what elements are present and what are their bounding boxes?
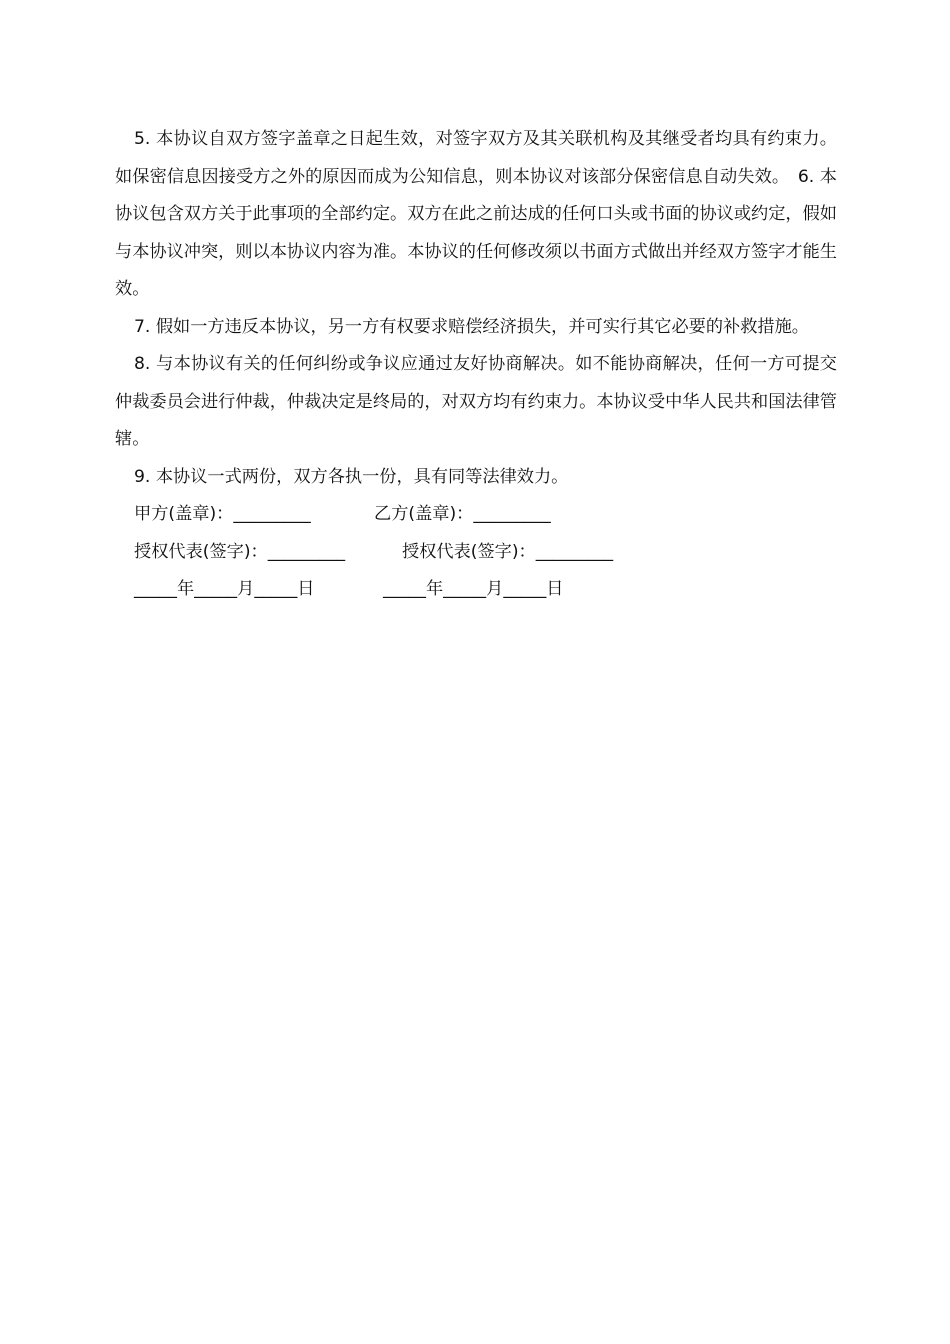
- seal-row: [115, 496, 837, 534]
- party-a-seal-line: 甲方(盖章)：_________: [134, 504, 311, 524]
- clause-9: 9. 本协议一式两份，双方各执一份，具有同等法律效力。: [134, 466, 569, 487]
- agreement-body: [115, 121, 837, 609]
- party-a-date-line: _____年_____月_____日: [134, 579, 315, 599]
- party-b-seal-line: 乙方(盖章)：_________: [374, 504, 551, 524]
- representative-row: [115, 534, 837, 572]
- clause-8: 8. 与本协议有关的任何纠纷或争议应通过友好协商解决。如不能协商解决，任何一方可提交仲裁委员会进行仲裁，仲裁决定是终局的，对双方均有约束力。本协议受中华人民共和国法律管辖。: [115, 354, 837, 449]
- date-row: [115, 571, 837, 609]
- party-b-date-line: _____年_____月_____日: [383, 579, 564, 599]
- party-a-rep-line: 授权代表(签字)：_________: [134, 541, 346, 562]
- party-b-rep-line: 授权代表(签字)：_________: [402, 541, 614, 562]
- clause-7: 7. 假如一方违反本协议，另一方有权要求赔偿经济损失，并可实行其它必要的补救措施。: [134, 316, 809, 337]
- clause-5-6: 5. 本协议自双方签字盖章之日起生效，对签字双方及其关联机构及其继受者均具有约束力。如保密信息因接受方之外的原因而成为公知信息，则本协议对该部分保密信息自动失效。 6. 本协议包含双方关于此事项的全部约定。双方在此之前达成的任何口头或书面的协议或约定，假如与本协议冲突，则以本协议内容为准。本协议的任何修改须以书面方式做出并经双方签字才能生效。: [115, 129, 837, 299]
